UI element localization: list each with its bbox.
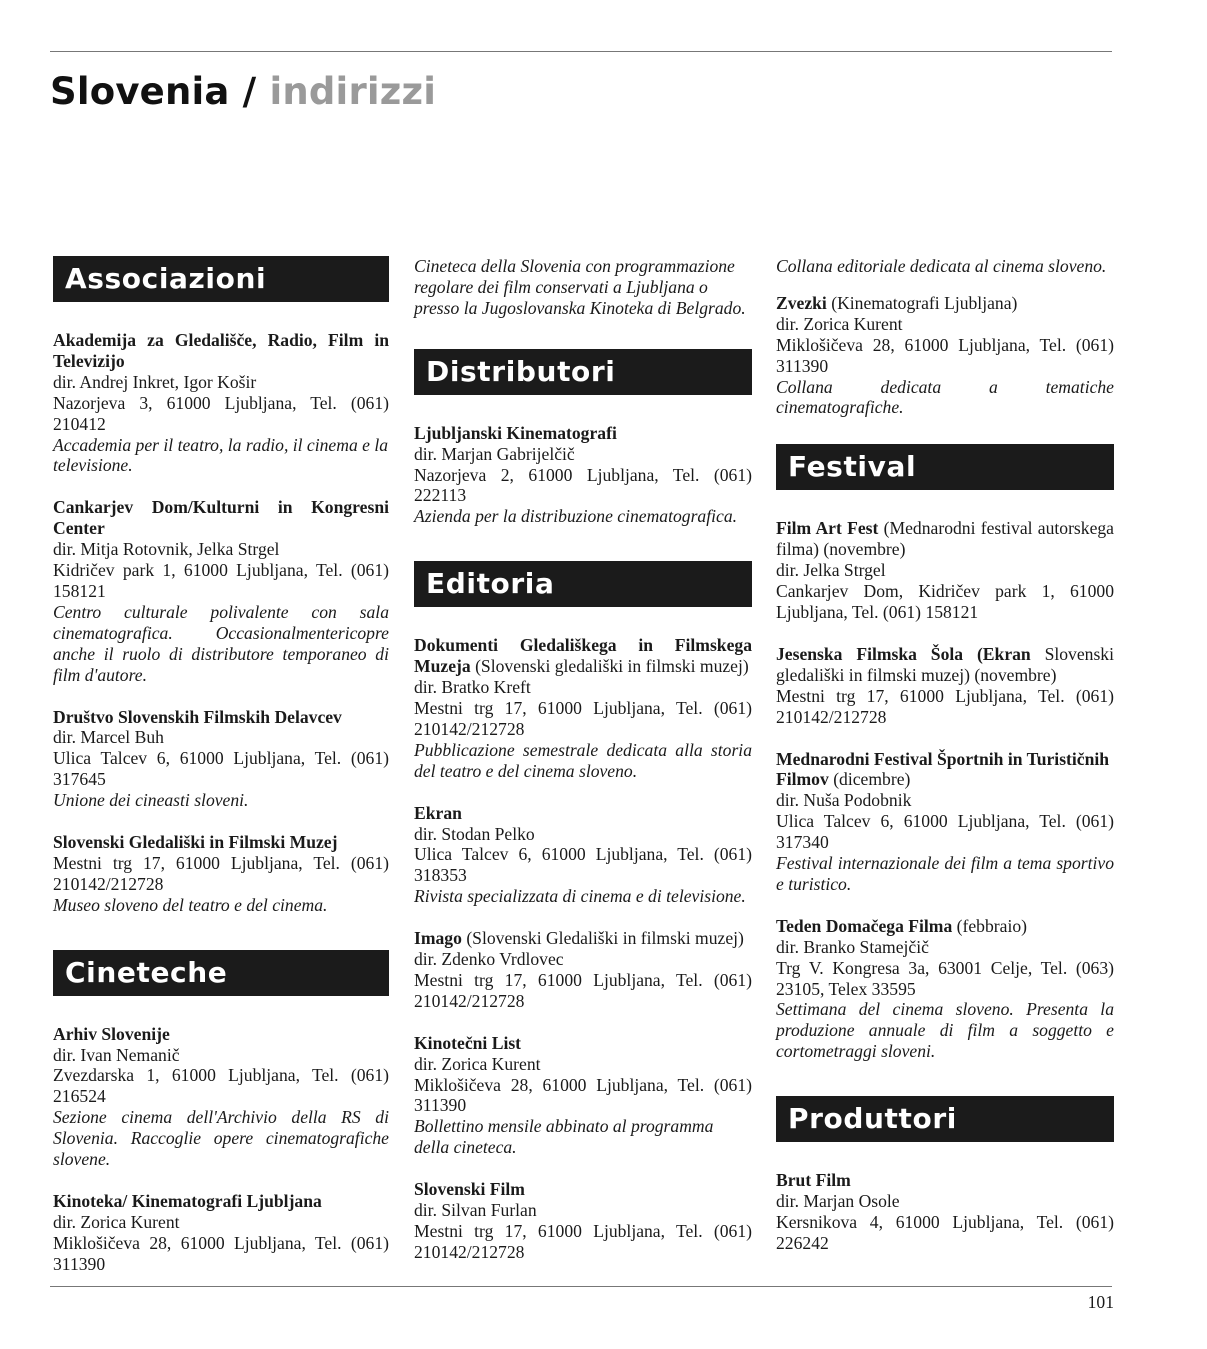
entry-name: Mednarodni Festival Športnih in Turističnih Filmov — [776, 748, 1110, 790]
entry-address: Ulica Talcev 6, 61000 Ljubljana, Tel. (061) 318353 — [414, 844, 752, 886]
entry-description: Unione dei cineasti sloveni. — [53, 790, 249, 811]
entry-name: Dokumenti Gledališkega in Filmskega Muzeja — [414, 635, 752, 677]
entry-address: Zvezdarska 1, 61000 Ljubljana, Tel. (061) 216524 — [53, 1065, 389, 1107]
entry-name: Teden Domačega Filma — [776, 915, 953, 936]
entry-name: Društvo Slovenskih Filmskih Delavcev — [53, 706, 342, 727]
entry-note: (Slovenski Gledališki in filmski muzej) — [466, 928, 744, 949]
entry-address: Kidričev park 1, 61000 Ljubljana, Tel. (061) 158121 — [53, 560, 389, 601]
entry-address: Mestni trg 17, 61000 Ljubljana, Tel. (061) 210142/212728 — [776, 685, 1114, 727]
section-heading-editoria: Editoria — [414, 561, 752, 607]
title-subtitle: indirizzi — [269, 70, 437, 113]
entry-director: dir. Andrej Inkret, Igor Košir — [53, 371, 257, 392]
entry-note: (Mednarodni festival autorskega filma) (novembre) — [776, 518, 1114, 560]
list-item — [776, 518, 1114, 623]
entry-description: Sezione cinema dell'Archivio della RS di Slovenia. Raccoglie opere cinematografiche slovene. — [53, 1107, 389, 1170]
entry-address: Ulica Talcev 6, 61000 Ljubljana, Tel. (061) 317645 — [53, 748, 389, 790]
section-heading-produttori: Produttori — [776, 1096, 1114, 1142]
entry-director: dir. Nuša Podobnik — [776, 790, 912, 811]
entry-director: dir. Branko Stamejčič — [776, 936, 929, 957]
entry-director: dir. Marjan Osole — [776, 1191, 900, 1212]
entry-address: Miklošičeva 28, 61000 Ljubljana, Tel. (061) 311390 — [53, 1232, 389, 1274]
entry-address: Mestni trg 17, 61000 Ljubljana, Tel. (061) 210142/212728 — [414, 969, 752, 1011]
list-item — [414, 803, 752, 908]
entry-description: Pubblicazione semestrale dedicata alla storia del teatro e del cinema sloveno. — [414, 739, 752, 781]
entry-description: Settimana del cinema sloveno. Presenta la produzione annuale di film a soggetto e cortometraggi sloveni. — [776, 999, 1114, 1062]
list-item — [53, 1024, 389, 1170]
entry-description: Cineteca della Slovenia con programmazione regolare dei film conservati a Ljubljana o presso la Jugoslovanska Kinoteka di Belgrado. — [414, 256, 746, 318]
entry-address: Trg V. Kongresa 3a, 63001 Celje, Tel. (063) 23105, Telex 33595 — [776, 957, 1114, 999]
entry-description: Accademia per il teatro, la radio, il cinema e la televisione. — [53, 434, 389, 476]
entry-description: Rivista specializzata di cinema e di televisione. — [414, 886, 746, 907]
list-item — [776, 916, 1114, 1062]
list-item — [53, 330, 389, 476]
list-item — [53, 1191, 389, 1275]
list-item — [776, 644, 1114, 728]
entry-name: Zvezki — [776, 292, 827, 313]
entry-address: Nazorjeva 3, 61000 Ljubljana, Tel. (061) 210412 — [53, 392, 389, 434]
entry-address: Mestni trg 17, 61000 Ljubljana, Tel. (061) 210142/212728 — [53, 852, 389, 894]
entry-name: Jesenska Filmska Šola — [776, 643, 964, 664]
entry-name: Kinoteka/ Kinematografi Ljubljana — [53, 1191, 322, 1211]
list-item — [776, 749, 1114, 895]
entry-director: dir. Zdenko Vrdlovec — [414, 949, 564, 970]
entry-director: dir. Zorica Kurent — [776, 313, 903, 334]
entry-name: Kinotečni List — [414, 1032, 522, 1053]
list-item-continued — [776, 256, 1114, 277]
entry-address: Ulica Talcev 6, 61000 Ljubljana, Tel. (061) 317340 — [776, 811, 1114, 853]
title-main: Slovenia — [50, 70, 230, 113]
column-1 — [53, 256, 389, 1296]
entry-address: Miklošičeva 28, 61000 Ljubljana, Tel. (061) 311390 — [414, 1074, 752, 1116]
entry-name: Slovenski Film — [414, 1179, 525, 1200]
list-item — [414, 1179, 752, 1263]
entry-address: Mestni trg 17, 61000 Ljubljana, Tel. (061) 210142/212728 — [414, 1221, 752, 1262]
entry-address: Mestni trg 17, 61000 Ljubljana, Tel. (061) 210142/212728 — [414, 697, 752, 739]
list-item — [414, 635, 752, 781]
entry-name: Ekran — [414, 802, 462, 823]
entry-director: dir. Silvan Furlan — [414, 1200, 537, 1221]
bottom-rule — [50, 1286, 1112, 1287]
column-3 — [776, 256, 1114, 1275]
entry-director: dir. Marcel Buh — [53, 727, 164, 748]
entry-name: Arhiv Slovenije — [53, 1023, 170, 1044]
entry-director: dir. Zorica Kurent — [53, 1211, 180, 1232]
entry-address: Kersnikova 4, 61000 Ljubljana, Tel. (061) 226242 — [776, 1212, 1114, 1253]
column-2 — [414, 256, 752, 1284]
entry-description: Bollettino mensile abbinato al programma della cineteca. — [414, 1116, 714, 1158]
entry-note: (Slovenski gledališki in filmski muzej) — [475, 656, 749, 677]
list-item — [53, 707, 389, 812]
list-item — [776, 1170, 1114, 1254]
entry-address: Nazorjeva 2, 61000 Ljubljana, Tel. (061) 222113 — [414, 464, 752, 506]
entry-note: (Kinematografi Ljubljana) — [831, 292, 1018, 313]
entry-description: Festival internazionale dei film a tema sportivo e turistico. — [776, 853, 1114, 894]
list-item — [414, 1033, 752, 1158]
entry-name-open-paren: ( — [976, 643, 983, 664]
entry-note: Slovenski gledališki in filmski muzej) (novembre) — [776, 643, 1114, 685]
list-item — [53, 832, 389, 916]
section-heading-associazioni: Associazioni — [53, 256, 389, 302]
entry-name: Ljubljanski Kinematografi — [414, 422, 617, 443]
title-separator: / — [229, 70, 270, 113]
list-item — [53, 497, 389, 685]
entry-note: (dicembre) — [833, 769, 911, 790]
list-item — [414, 423, 752, 528]
entry-director: dir. Jelka Strgel — [776, 560, 886, 581]
top-rule — [50, 51, 1112, 52]
entry-name-secondary: Ekran — [982, 643, 1031, 664]
entry-director: dir. Bratko Kreft — [414, 677, 531, 698]
entry-name: Cankarjev Dom/Kulturni in Kongresni Center — [53, 497, 389, 539]
entry-director: dir. Stodan Pelko — [414, 823, 535, 844]
entry-director: dir. Mitja Rotovnik, Jelka Strgel — [53, 539, 280, 560]
entry-name: Brut Film — [776, 1170, 851, 1191]
list-item-continued — [414, 256, 752, 319]
entry-address: Miklošičeva 28, 61000 Ljubljana, Tel. (061) 311390 — [776, 334, 1114, 376]
entry-address: Cankarjev Dom, Kidričev park 1, 61000 Ljubljana, Tel. (061) 158121 — [776, 581, 1114, 622]
entry-director: dir. Marjan Gabrijelčič — [414, 443, 575, 464]
page-title — [50, 70, 436, 113]
section-heading-distributori: Distributori — [414, 349, 752, 395]
entry-director: dir. Ivan Nemanič — [53, 1044, 180, 1065]
entry-description: Azienda per la distribuzione cinematografica. — [414, 506, 738, 527]
entry-description: Museo sloveno del teatro e del cinema. — [53, 894, 328, 915]
entry-name: Slovenski Gledališki in Filmski Muzej — [53, 832, 338, 853]
entry-note: (febbraio) — [956, 915, 1027, 936]
entry-name: Akademija za Gledališče, Radio, Film in Televizijo — [53, 330, 389, 371]
entry-description: Collana editoriale dedicata al cinema sloveno. — [776, 256, 1107, 276]
section-heading-festival: Festival — [776, 444, 1114, 490]
entry-name: Film Art Fest — [776, 518, 879, 539]
page-number: 101 — [1087, 1292, 1114, 1312]
list-item — [776, 293, 1114, 418]
list-item — [414, 928, 752, 1012]
entry-description: Centro culturale polivalente con sala cinematografica. Occasionalmentericopre anche il ruolo di distributore temporaneo di film d'autore. — [53, 601, 389, 685]
entry-description: Collana dedicata a tematiche cinematografiche. — [776, 376, 1114, 418]
entry-name: Imago — [414, 928, 462, 949]
section-heading-cineteche: Cineteche — [53, 950, 389, 996]
entry-director: dir. Zorica Kurent — [414, 1053, 541, 1074]
